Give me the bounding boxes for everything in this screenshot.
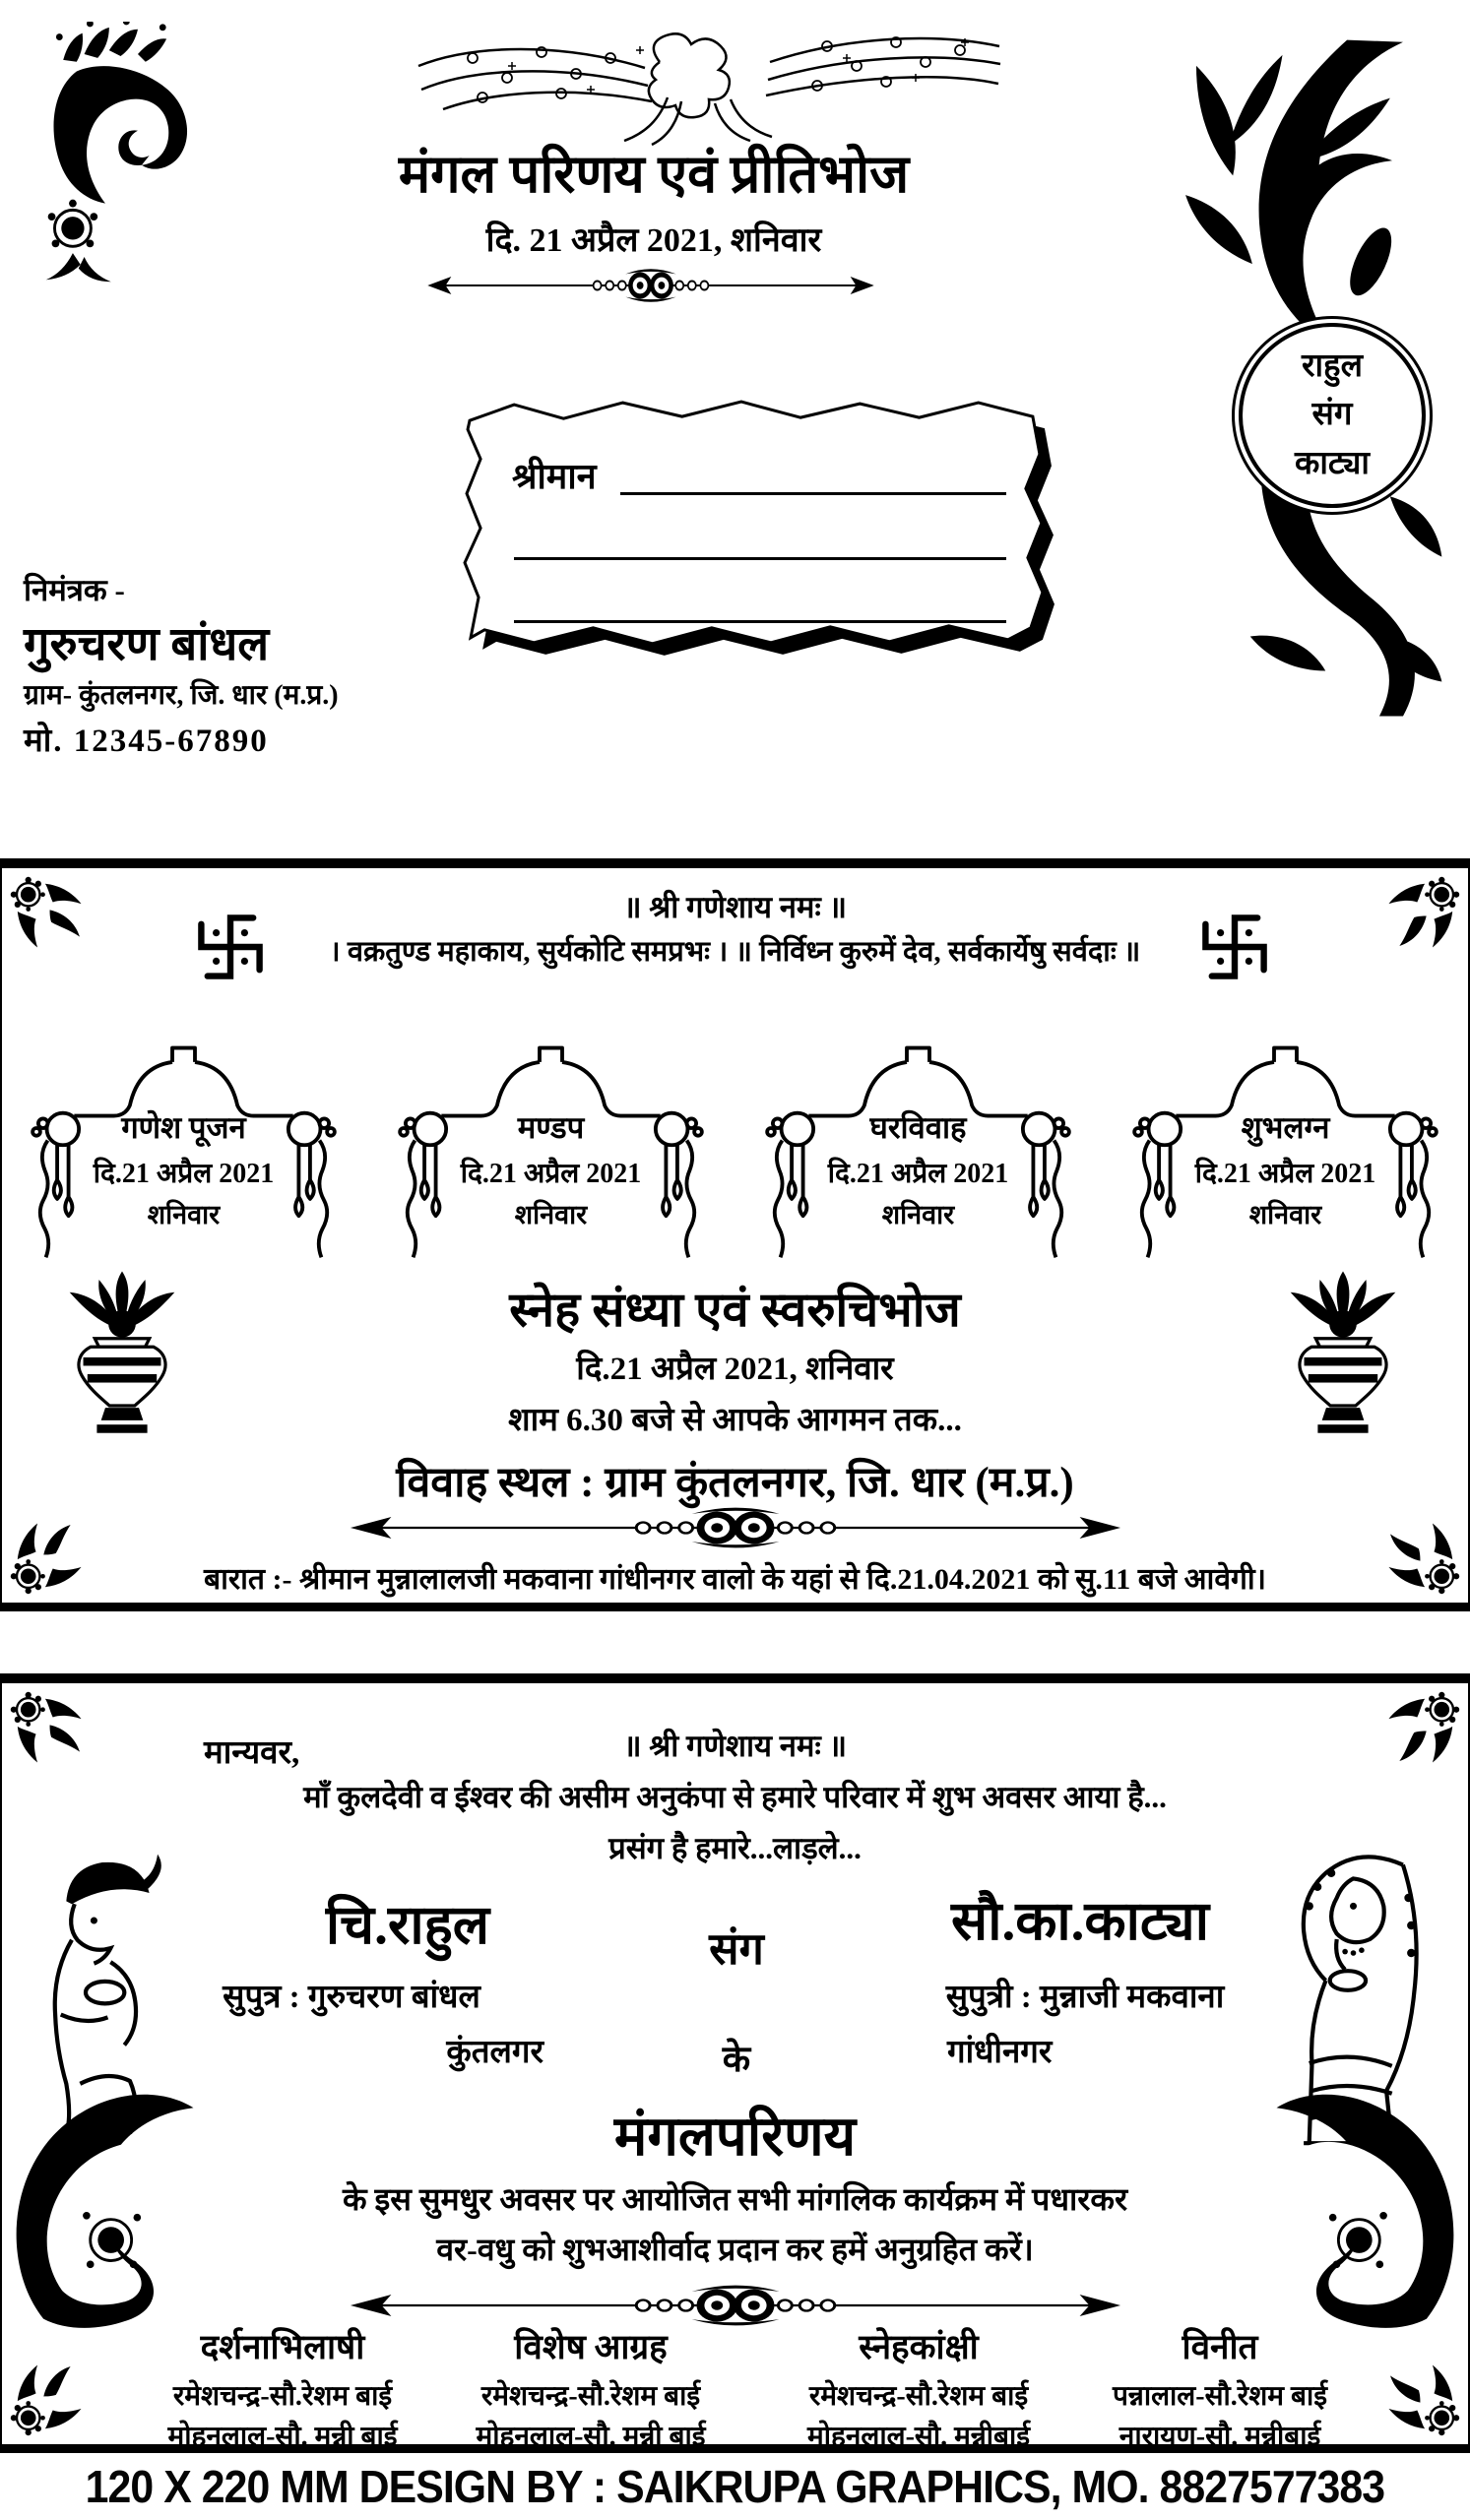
family-name: रमेशचन्द्र-सौ.रेशम बाई bbox=[480, 2381, 701, 2412]
inviter-mobile: मो. 12345-67890 bbox=[24, 724, 269, 760]
event-card-shubhlagna bbox=[1116, 1038, 1455, 1264]
title-block bbox=[230, 146, 1077, 261]
floral-corner-icon bbox=[1383, 2360, 1460, 2436]
bride-name: सौ.का.काट्या bbox=[951, 1891, 1209, 1951]
family-name: पन्नालाल-सौ.रेशम बाई bbox=[1112, 2381, 1328, 2412]
addressee-box bbox=[455, 384, 1067, 667]
event-date: दि.21 अप्रैल 2021 bbox=[827, 1159, 1009, 1189]
family-column-snehkankshi bbox=[751, 2323, 1086, 2457]
bride-first-name: काट्या bbox=[1295, 445, 1370, 481]
family-column-vineet bbox=[1053, 2323, 1387, 2457]
event-name: शुभलग्न bbox=[1241, 1110, 1330, 1145]
baraat-line: बारात :- श्रीमान मुन्नालालजी मकवाना गांधीनगर वालो के यहां से दि.21.04.2021 को सु.11 बजे आवेगी। bbox=[203, 1563, 1267, 1596]
blessing-line-1: के इस सुमधुर अवसर पर आयोजित सभी मांगलिक कार्यक्रम में पधारकर bbox=[342, 2181, 1128, 2217]
event-day: शनिवार bbox=[1248, 1200, 1322, 1229]
invitation-panel bbox=[0, 1673, 1470, 2453]
groom-first-name: राहुल bbox=[1302, 347, 1363, 384]
family-name: नारायण-सौ. मुन्नीबाई bbox=[1118, 2421, 1321, 2452]
family-name: मोहनलाल-सौ. मुन्नीबाई bbox=[806, 2421, 1031, 2452]
family-name: मोहनलाल-सौ. मुन्नी बाई bbox=[167, 2421, 398, 2452]
event-date: दि.21 अप्रैल 2021 bbox=[1194, 1159, 1376, 1189]
family-name: मोहनलाल-सौ. मुन्नी बाई bbox=[476, 2421, 706, 2452]
groom-parent: सुपुत्र : गुरुचरण बांधल bbox=[223, 1980, 480, 2015]
event-name: घरविवाह bbox=[869, 1110, 967, 1145]
designer-credit-text: 120 X 220 MM DESIGN BY : SAIKRUPA GRAPHICS, MO. 8827577383 bbox=[85, 2461, 1385, 2512]
arrow-divider-icon bbox=[425, 268, 876, 303]
ganesh-icon bbox=[34, 22, 207, 289]
intro-line-2: प्रसंग है हमारे...लाड़ले... bbox=[608, 1831, 862, 1865]
event-day: शनिवार bbox=[147, 1200, 221, 1229]
inviter-address: ग्राम- कुंतलनगर, जि. धार (म.प्र.) bbox=[24, 680, 339, 712]
bride-parent: सुपुत्री : मुन्नाजी मकवाना bbox=[945, 1980, 1225, 2015]
blessing-line-2: वर-वधु को शुभआशीर्वाद प्रदान कर हमें अनुग्रहित करें। bbox=[436, 2232, 1034, 2267]
designer-footer bbox=[0, 2453, 1470, 2520]
paisley-ornament bbox=[6, 2055, 203, 2329]
column-header: विशेष आग्रह bbox=[514, 2328, 668, 2366]
event-name: मण्डप bbox=[517, 1110, 585, 1145]
zigzag-frame bbox=[455, 384, 1067, 667]
event-card-gharvivah bbox=[748, 1038, 1088, 1264]
write-in-line bbox=[620, 492, 1006, 495]
intro-line-1: माँ कुलदेवी व ईश्वर की असीम अनुकंपा से हमारे परिवार में शुभ अवसर आया है... bbox=[303, 1780, 1167, 1814]
reception-time: शाम 6.30 बजे से आपके आगमन तक... bbox=[508, 1403, 962, 1438]
venue-line: विवाह स्थल : ग्राम कुंतलनगर, जि. धार (म.प्र.) bbox=[396, 1460, 1074, 1506]
event-card-ganesh-pujan bbox=[14, 1038, 353, 1264]
family-column-darshanabhilashi bbox=[115, 2323, 450, 2457]
family-name: रमेशचन्द्र-सौ.रेशम बाई bbox=[172, 2381, 393, 2412]
inviter-block bbox=[24, 569, 477, 761]
inviter-name: गुरुचरण बांधल bbox=[24, 619, 270, 670]
sang-word: संग bbox=[1311, 397, 1353, 433]
sang-word: संग bbox=[709, 1924, 764, 1974]
groom-place: कुंतलगर bbox=[446, 2035, 543, 2070]
arrow-divider-icon bbox=[347, 1506, 1124, 1549]
groom-name: चि.राहुल bbox=[325, 1895, 490, 1955]
floral-corner-icon bbox=[10, 2360, 87, 2436]
reception-title: स्नेह संध्या एवं स्वरुचिभोज bbox=[509, 1283, 961, 1337]
swastika-icon bbox=[1199, 912, 1270, 982]
shloka-text: । वक्रतुण्ड महाकाय, सुर्यकोटि समप्रभः । ॥ निर्विध्न कुरुमें देव, सर्वकार्येषु सर्वदाः ॥ bbox=[329, 936, 1141, 968]
inviter-label: निमंत्रक - bbox=[24, 573, 125, 607]
column-header: स्नेहकांक्षी bbox=[859, 2328, 979, 2366]
salutation: मान्यवर, bbox=[204, 1735, 300, 1771]
swastika-icon bbox=[195, 912, 266, 982]
ganesh-mantra: ॥ श्री गणेशाय नमः ॥ bbox=[622, 890, 848, 924]
event-date: दि.21 अप्रैल 2021 bbox=[460, 1159, 642, 1189]
column-header: दर्शनाभिलाषी bbox=[200, 2328, 365, 2366]
knotted-scarves-illustration bbox=[414, 2, 1004, 152]
wedding-date: दि. 21 अप्रैल 2021, शनिवार bbox=[485, 222, 822, 260]
event-date: दि.21 अप्रैल 2021 bbox=[93, 1159, 275, 1189]
event-title: मंगलपरिणय bbox=[613, 2107, 857, 2168]
card-title: मंगल परिणय एवं प्रीतिभोज bbox=[398, 145, 910, 204]
paisley-ornament bbox=[1267, 2055, 1464, 2329]
family-column-vishesh-aagrah bbox=[423, 2323, 758, 2457]
arrow-divider-icon bbox=[347, 2284, 1124, 2327]
ganesh-mantra: ॥ श्री गणेशाय नमः ॥ bbox=[622, 1729, 848, 1763]
write-in-line bbox=[514, 557, 1006, 560]
addressee-label: श्रीमान bbox=[512, 457, 597, 496]
event-day: शनिवार bbox=[881, 1200, 955, 1229]
write-in-line bbox=[514, 620, 1006, 623]
couple-names-oval bbox=[1239, 323, 1426, 508]
column-header: विनीत bbox=[1182, 2328, 1258, 2366]
event-day: शनिवार bbox=[514, 1200, 588, 1229]
ke-word: के bbox=[722, 2040, 751, 2080]
bride-place: गांधीनगर bbox=[947, 2035, 1053, 2070]
event-name: गणेश पूजन bbox=[121, 1110, 246, 1145]
program-panel bbox=[0, 858, 1470, 1611]
event-card-mandap bbox=[381, 1038, 721, 1264]
reception-date: दि.21 अप्रैल 2021, शनिवार bbox=[576, 1352, 894, 1387]
family-name: रमेशचन्द्र-सौ.रेशम बाई bbox=[808, 2381, 1029, 2412]
